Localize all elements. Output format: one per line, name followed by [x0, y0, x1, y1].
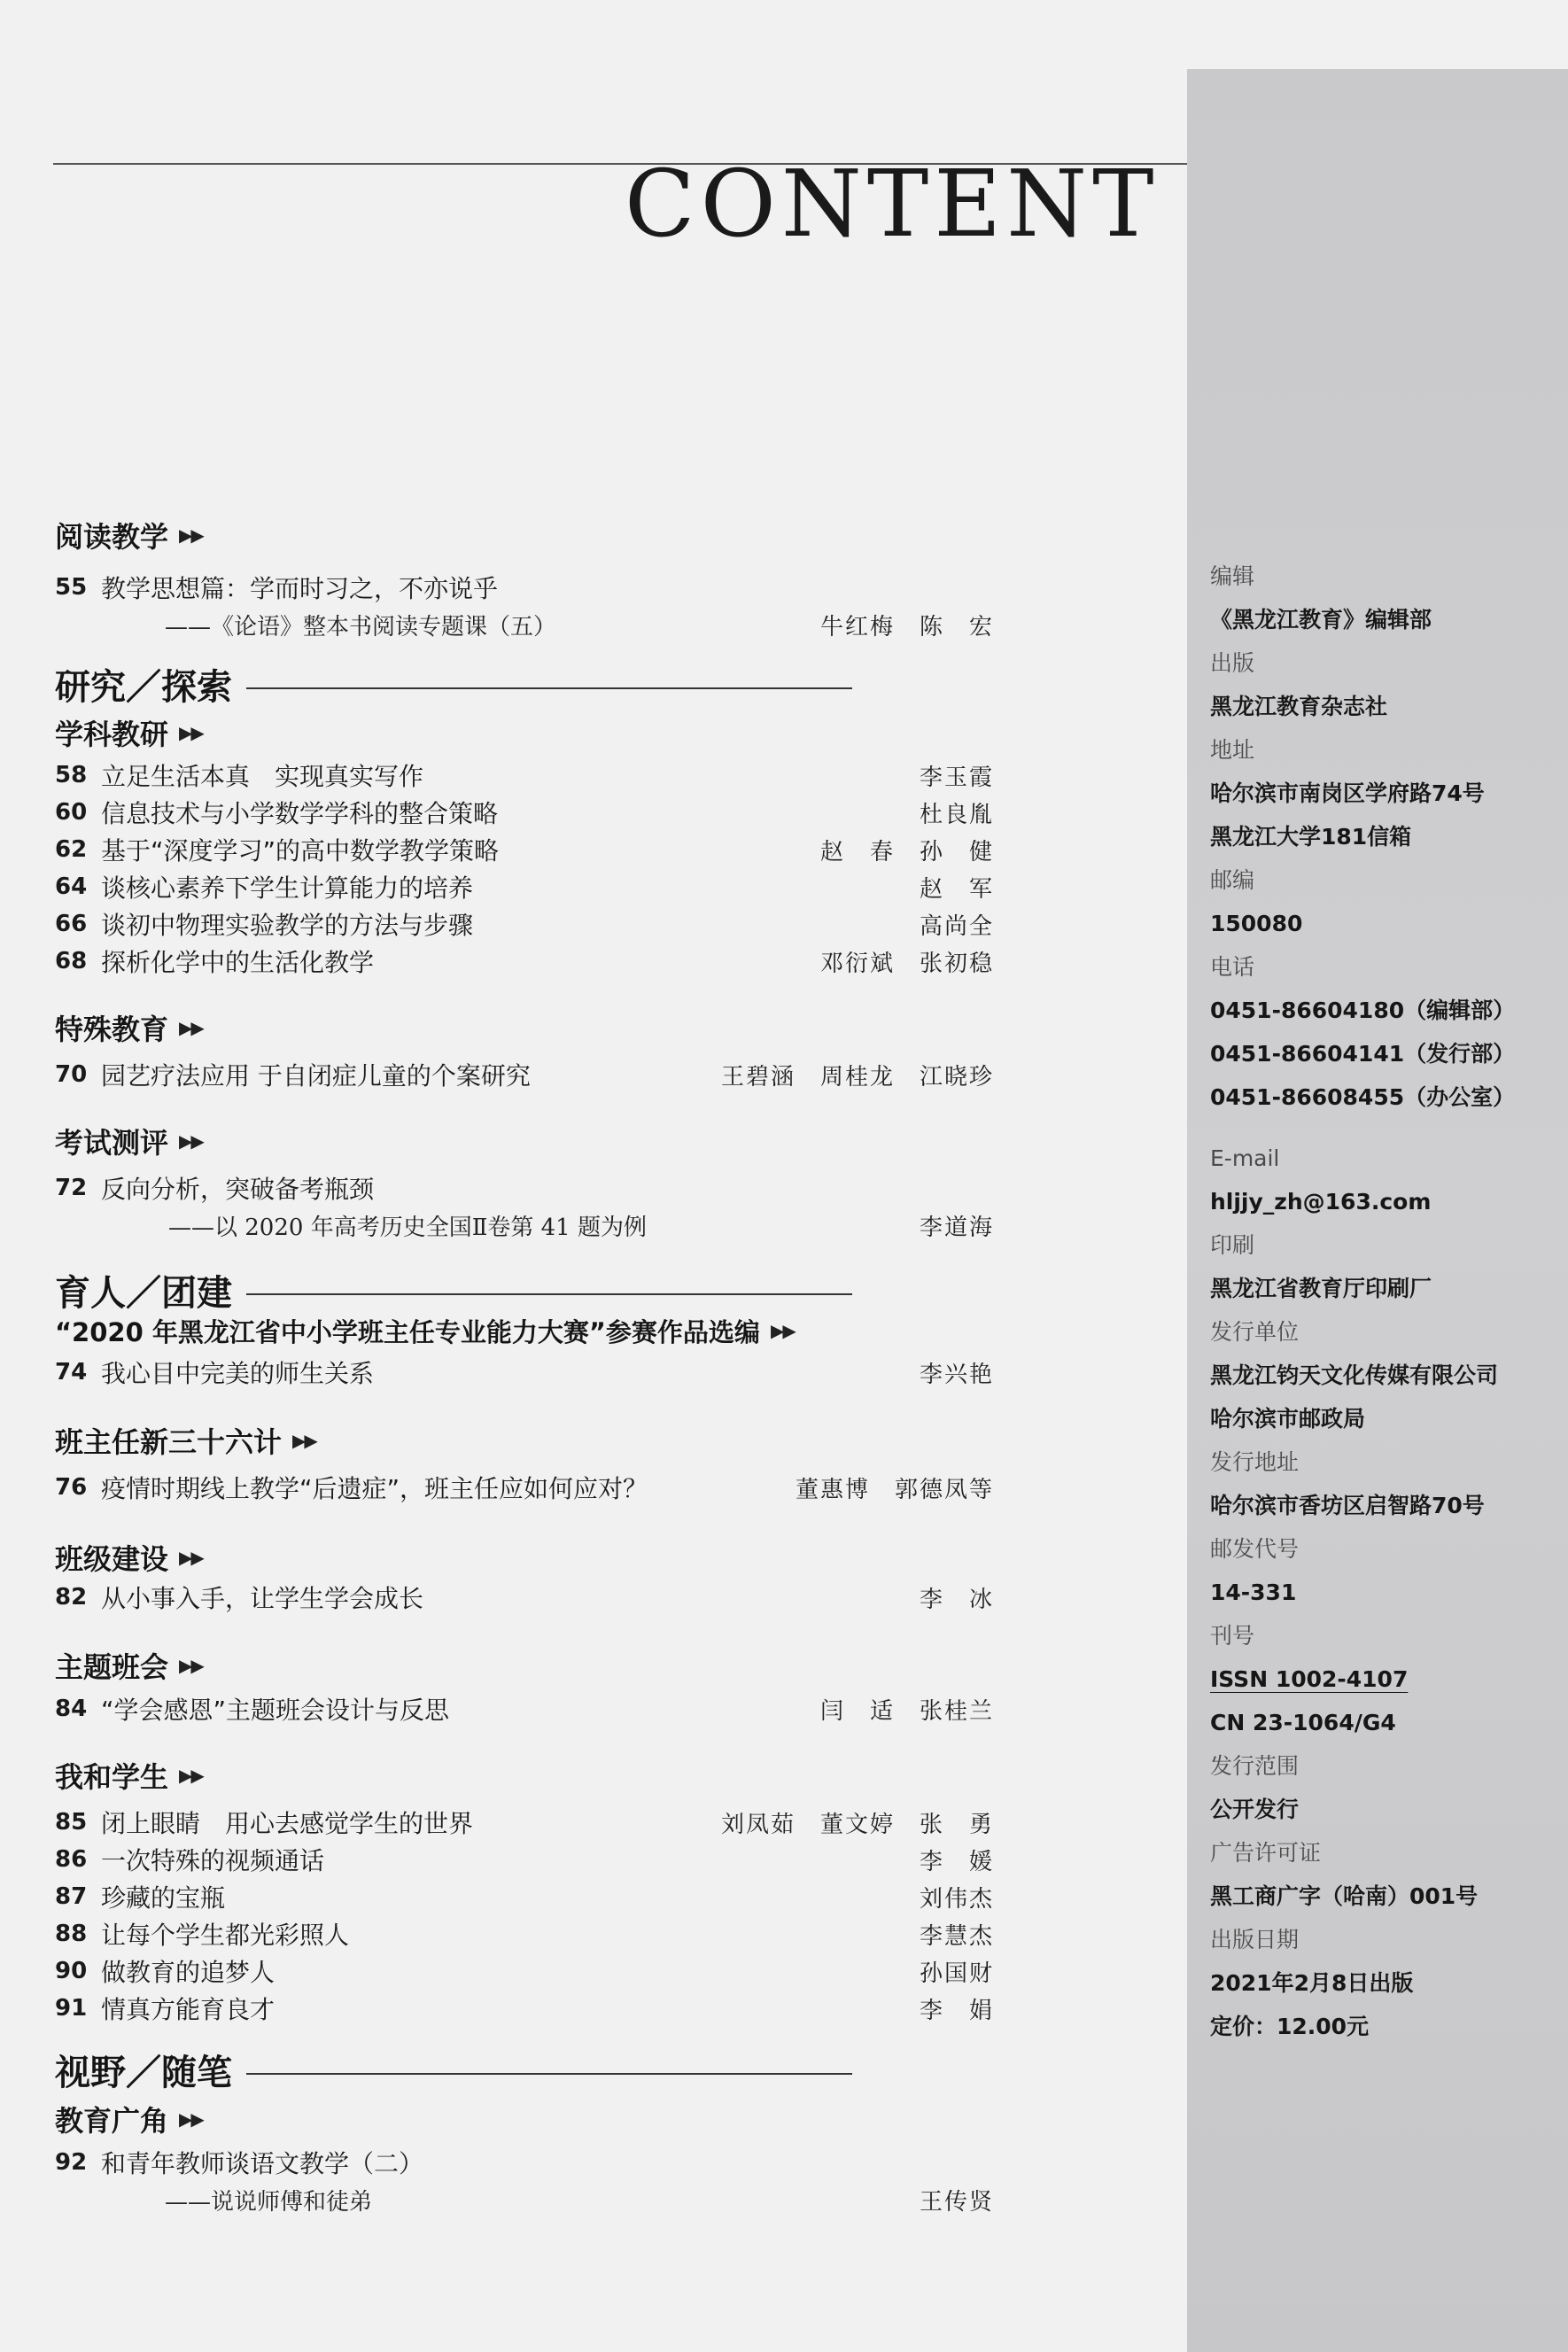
article-authors: 赵 军	[919, 875, 994, 903]
subsection-header: 考试测评 ▶▶	[55, 1126, 203, 1160]
article-title: 珍藏的宝瓶	[101, 1883, 226, 1913]
page-number: 87	[55, 1883, 88, 1910]
arrow-icon: ▶▶	[179, 1547, 203, 1568]
masthead-value: 公开发行	[1210, 1797, 1300, 1822]
masthead-value: 0451-86604141（发行部）	[1210, 1041, 1516, 1067]
page-number: 85	[55, 1809, 88, 1836]
arrow-icon: ▶▶	[179, 1130, 203, 1152]
masthead-value: 14-331	[1210, 1580, 1297, 1605]
article-title: 从小事入手，让学生学会成长	[101, 1584, 424, 1613]
subsection-header: “2020 年黑龙江省中小学班主任专业能力大赛”参赛作品选编 ▶▶	[55, 1316, 795, 1347]
subsection-header: 班主任新三十六计 ▶▶	[55, 1425, 316, 1459]
article-authors: 闫 适 张桂兰	[819, 1697, 994, 1725]
article-title: 和青年教师谈语文教学（二）	[101, 2149, 424, 2178]
page-number: 91	[55, 1995, 88, 2022]
article-title: 园艺疗法应用 于自闭症儿童的个案研究	[101, 1061, 531, 1091]
article-title: 做教育的追梦人	[101, 1958, 276, 1987]
masthead-label: 出版	[1210, 650, 1255, 676]
arrow-icon: ▶▶	[179, 1655, 203, 1676]
article-authors: 李 娟	[919, 1997, 994, 2024]
article-title: 我心目中完美的师生关系	[101, 1359, 375, 1388]
masthead-label: 印刷	[1210, 1232, 1255, 1258]
toc-entry[interactable]	[55, 943, 994, 980]
masthead-value: 黑龙江钧天文化传媒有限公司	[1210, 1362, 1499, 1388]
masthead-value: 黑龙江省教育厅印刷厂	[1210, 1276, 1432, 1301]
masthead-label: 地址	[1210, 737, 1255, 763]
toc-entry[interactable]	[55, 1579, 994, 1616]
page-number: 86	[55, 1846, 88, 1873]
section-research-header: 研究／探索	[55, 657, 852, 710]
article-title: 一次特殊的视频通话	[101, 1846, 325, 1875]
masthead-label: 邮编	[1210, 867, 1255, 893]
page-title: CONTENT	[625, 150, 1160, 258]
section-rule	[246, 2073, 852, 2075]
masthead-value: 0451-86604180（编辑部）	[1210, 997, 1516, 1023]
article-authors: 董惠博 郭德凤等	[795, 1476, 994, 1503]
toc-entry[interactable]	[55, 1056, 994, 1093]
page-number: 55	[55, 574, 88, 601]
article-title: 闭上眼睛 用心去感觉学生的世界	[101, 1809, 474, 1838]
toc-entry[interactable]	[55, 1915, 994, 1952]
article-authors: 李玉霞	[919, 764, 994, 791]
masthead-label: 编辑	[1210, 563, 1255, 589]
article-authors: 王传贤	[919, 2188, 994, 2216]
section-rule	[246, 687, 852, 689]
toc-entry[interactable]	[55, 1841, 994, 1878]
email-value[interactable]: hljjy_zh@163.com	[1210, 1189, 1432, 1215]
page-number: 70	[55, 1061, 88, 1088]
arrow-icon: ▶▶	[770, 1320, 795, 1341]
subsection-header: 学科教研 ▶▶	[55, 718, 203, 751]
masthead-value: 黑龙江教育杂志社	[1210, 694, 1388, 719]
masthead-value: 哈尔滨市香坊区启智路70号	[1210, 1493, 1485, 1518]
page-number: 74	[55, 1359, 88, 1386]
article-authors: 李兴艳	[919, 1361, 994, 1388]
subsection-header: 主题班会 ▶▶	[55, 1650, 203, 1684]
toc-entry[interactable]	[55, 905, 994, 943]
article-authors: 王碧涵 周桂龙 江晓珍	[720, 1063, 994, 1091]
article-authors: 刘伟杰	[919, 1885, 994, 1913]
article-title: 谈核心素养下学生计算能力的培养	[101, 873, 474, 903]
masthead-value: 《黑龙江教育》编辑部	[1210, 607, 1432, 633]
cn-value: CN 23-1064/G4	[1210, 1710, 1396, 1735]
article-authors: 刘凤茹 董文婷 张 勇	[720, 1811, 994, 1838]
page-number: 60	[55, 799, 88, 826]
arrow-icon: ▶▶	[179, 1765, 203, 1786]
masthead-label: 邮发代号	[1210, 1536, 1300, 1562]
page-number: 82	[55, 1584, 88, 1611]
masthead-label: 电话	[1210, 954, 1255, 980]
article-authors: 高尚全	[919, 912, 994, 940]
subsection-header: 教育广角 ▶▶	[55, 2104, 203, 2138]
section-nurture-header: 育人／团建	[55, 1263, 852, 1316]
article-title: 疫情时期线上教学“后遗症”，班主任应如何应对？	[101, 1474, 648, 1503]
page-number: 92	[55, 2149, 88, 2176]
masthead-value: 黑工商广字（哈南）001号	[1210, 1883, 1479, 1909]
page-number: 68	[55, 948, 88, 974]
arrow-icon: ▶▶	[179, 2108, 203, 2130]
arrow-icon: ▶▶	[179, 524, 203, 546]
article-title: 基于“深度学习”的高中数学教学策略	[101, 836, 500, 866]
masthead-label: 发行地址	[1210, 1449, 1300, 1475]
page-number: 64	[55, 873, 88, 900]
page-number: 84	[55, 1696, 88, 1722]
article-authors: 李慧杰	[919, 1922, 994, 1950]
page-number: 90	[55, 1958, 88, 1984]
masthead-value: 150080	[1210, 911, 1303, 936]
masthead-value: 哈尔滨市南岗区学府路74号	[1210, 780, 1485, 806]
article-authors: 赵 春 孙 健	[819, 838, 994, 866]
article-authors: 李道海	[919, 1214, 994, 1241]
article-title: “学会感恩”主题班会设计与反思	[101, 1696, 450, 1725]
masthead-label: 出版日期	[1210, 1927, 1300, 1952]
arrow-icon: ▶▶	[292, 1430, 316, 1451]
article-subtitle: ——说说师傅和徒弟	[165, 2188, 373, 2216]
section-reading-header: 阅读教学 ▶▶	[55, 520, 203, 554]
article-subtitle: ——《论语》整本书阅读专题课（五）	[165, 613, 557, 640]
toc-entry[interactable]	[55, 794, 994, 831]
subsection-header: 我和学生 ▶▶	[55, 1760, 203, 1794]
masthead-list	[1210, 555, 1515, 2048]
toc-entry[interactable]	[55, 1878, 994, 1915]
arrow-icon: ▶▶	[179, 1017, 203, 1038]
article-authors: 邓衍斌 张初稳	[819, 950, 994, 977]
page-number: 72	[55, 1175, 88, 1201]
price-value: 定价：12.00元	[1210, 2014, 1370, 2039]
page-number: 62	[55, 836, 88, 863]
article-title: 情真方能育良才	[101, 1995, 276, 2024]
page-number: 58	[55, 762, 88, 788]
article-authors: 李 媛	[919, 1848, 994, 1875]
toc-entry[interactable]	[55, 1469, 994, 1506]
toc-entry[interactable]	[55, 1804, 994, 1841]
toc-entry[interactable]	[55, 757, 994, 794]
article-title: 立足生活本真 实现真实写作	[101, 762, 424, 791]
masthead-label: 广告许可证	[1210, 1840, 1322, 1866]
article-title: 探析化学中的生活化教学	[101, 948, 375, 977]
masthead-value: 哈尔滨市邮政局	[1210, 1406, 1366, 1432]
masthead-label: 发行范围	[1210, 1753, 1300, 1779]
toc-entry[interactable]	[55, 1952, 994, 1990]
masthead-value: 黑龙江大学181信箱	[1210, 824, 1412, 850]
article-title: 谈初中物理实验教学的方法与步骤	[101, 911, 474, 940]
article-authors: 杜良胤	[919, 801, 994, 828]
article-authors: 牛红梅 陈 宏	[819, 613, 994, 640]
toc-entry[interactable]	[55, 831, 994, 868]
article-title: 让每个学生都光彩照人	[101, 1921, 350, 1950]
article-title: 教学思想篇：学而时习之，不亦说乎	[101, 574, 499, 603]
article-title: 反向分析，突破备考瓶颈	[101, 1175, 375, 1204]
page-number: 88	[55, 1921, 88, 1947]
masthead-label: 发行单位	[1210, 1319, 1300, 1345]
masthead-value: 0451-86608455（办公室）	[1210, 1084, 1516, 1110]
arrow-icon: ▶▶	[179, 722, 203, 743]
toc-entry[interactable]	[55, 1354, 994, 1391]
toc-entry[interactable]	[55, 1990, 994, 2027]
section-rule	[246, 1293, 852, 1295]
toc-entry[interactable]	[55, 1690, 994, 1727]
page-number: 66	[55, 911, 88, 937]
article-title: 信息技术与小学数学学科的整合策略	[101, 799, 499, 828]
toc-entry[interactable]	[55, 868, 994, 905]
article-authors: 李 冰	[919, 1586, 994, 1613]
section-vision-header: 视野／随笔	[55, 2043, 852, 2096]
masthead-label: E-mail	[1210, 1145, 1280, 1171]
article-authors: 孙国财	[919, 1960, 994, 1987]
subsection-header: 特殊教育 ▶▶	[55, 1013, 203, 1046]
masthead-value: 2021年2月8日出版	[1210, 1970, 1414, 1996]
article-subtitle: ——以 2020 年高考历史全国Ⅱ卷第 41 题为例	[168, 1214, 647, 1241]
masthead-panel	[1187, 69, 1568, 2352]
issn-value: ISSN 1002-4107	[1210, 1666, 1409, 1692]
page-number: 76	[55, 1474, 88, 1501]
subsection-header: 班级建设 ▶▶	[55, 1542, 203, 1576]
masthead-label: 刊号	[1210, 1623, 1255, 1649]
